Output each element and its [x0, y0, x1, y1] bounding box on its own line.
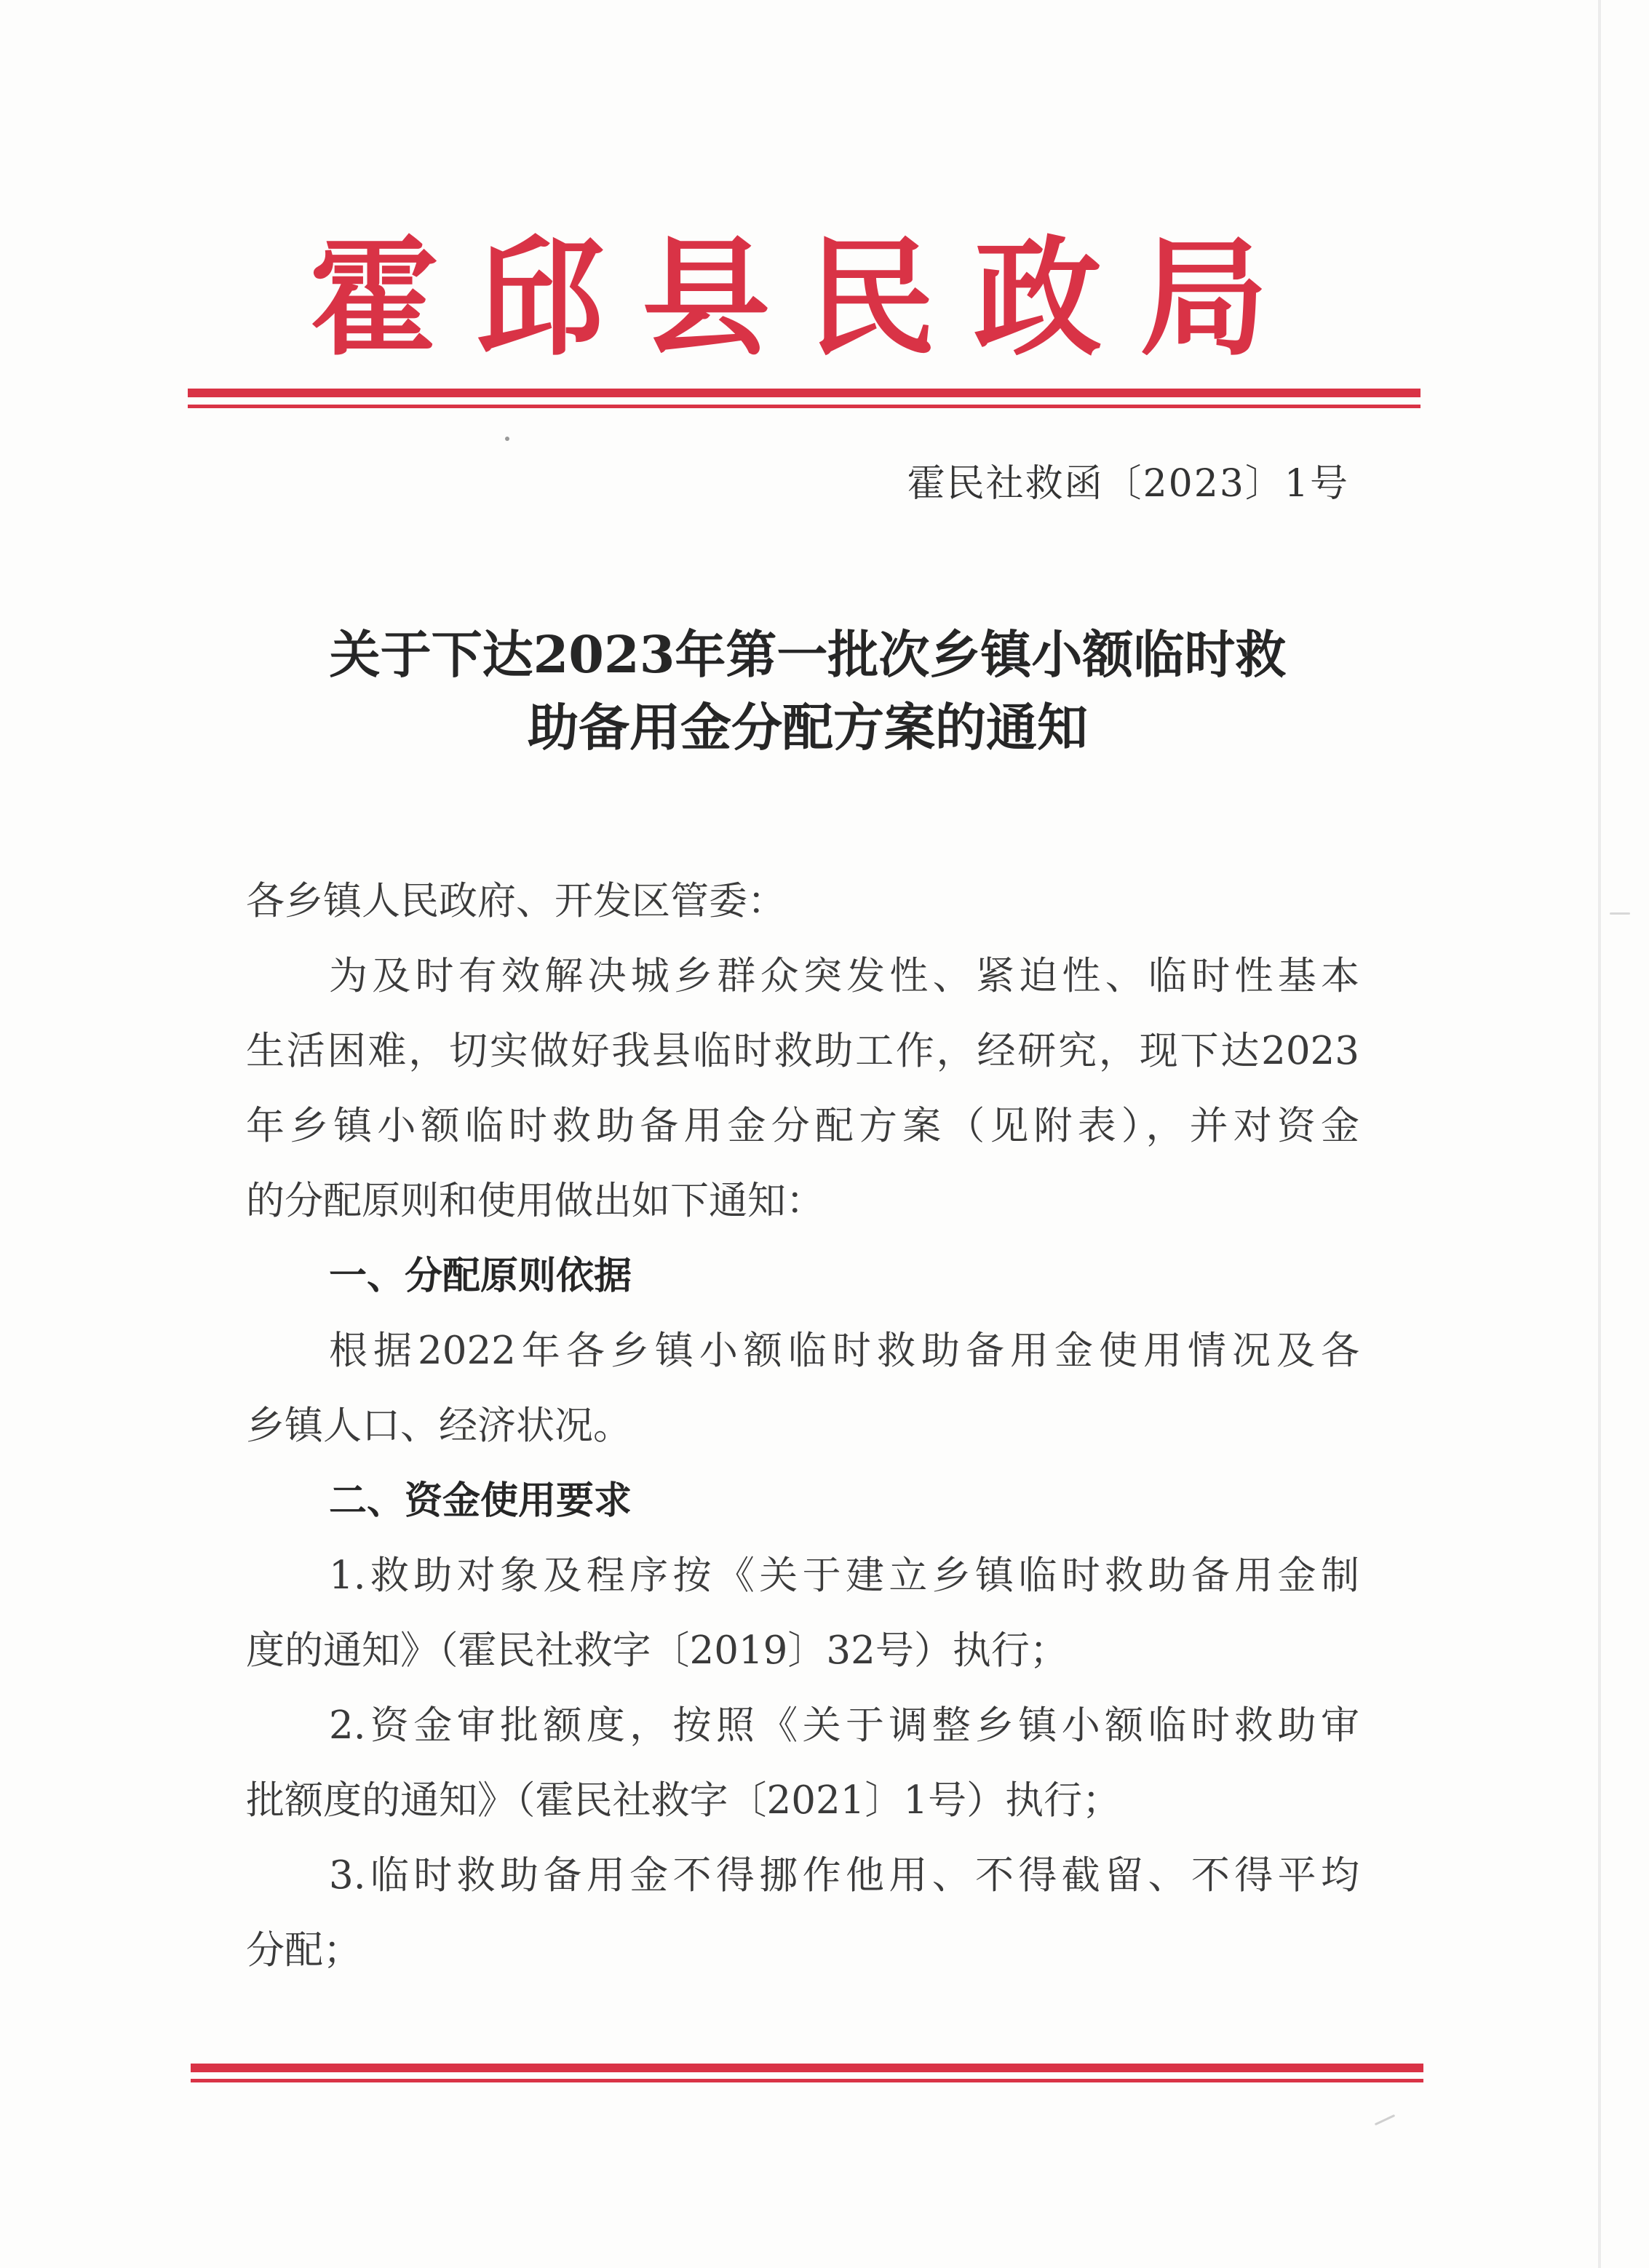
section-heading-1: 一、分配原则依据 — [329, 1254, 632, 1298]
item1-line-1: 1.救助对象及程序按《关于建立乡镇临时救助备用金制 — [329, 1553, 1359, 1598]
letterhead-rule-thin — [188, 405, 1420, 408]
intro-line-3: 年乡镇小额临时救助备用金分配方案（见附表），并对资金 — [246, 1104, 1359, 1148]
intro-line-2: 生活困难，切实做好我县临时救助工作，经研究，现下达2023 — [246, 1029, 1359, 1073]
item2-line-2: 批额度的通知》（霍民社救字〔2021〕1号）执行； — [246, 1778, 1121, 1823]
title-line-1: 关于下达2023年第一批次乡镇小额临时救 — [329, 624, 1287, 685]
scan-mark — [1375, 2114, 1395, 2125]
letterhead-rule-thick — [188, 389, 1420, 397]
document-number: 霍民社救函〔2023〕1号 — [907, 462, 1349, 506]
salutation: 各乡镇人民政府、开发区管委： — [246, 879, 786, 923]
section1-line-2: 乡镇人口、经济状况。 — [246, 1404, 632, 1448]
scan-mark-edge — [1610, 912, 1630, 915]
scan-speck — [505, 437, 509, 441]
footer-rule-thick — [191, 2064, 1423, 2072]
section-heading-2: 二、资金使用要求 — [329, 1479, 632, 1523]
item3-line-1: 3.临时救助备用金不得挪作他用、不得截留、不得平均 — [329, 1853, 1359, 1898]
intro-line-1: 为及时有效解决城乡群众突发性、紧迫性、临时性基本 — [329, 954, 1359, 998]
footer-rule-thin — [191, 2079, 1423, 2082]
letterhead-title: 霍邱县民政局 — [309, 223, 1306, 373]
intro-line-4: 的分配原则和使用做出如下通知： — [246, 1179, 824, 1223]
item2-line-1: 2.资金审批额度，按照《关于调整乡镇小额临时救助审 — [329, 1703, 1359, 1748]
section1-line-1: 根据2022年各乡镇小额临时救助备用金使用情况及各 — [329, 1329, 1359, 1373]
item3-line-2: 分配； — [246, 1928, 362, 1973]
document-title — [218, 618, 1397, 764]
title-line-2: 助备用金分配方案的通知 — [528, 697, 1088, 757]
scan-edge — [1598, 0, 1601, 2268]
item1-line-2: 度的通知》（霍民社救字〔2019〕32号）执行； — [246, 1628, 1068, 1673]
